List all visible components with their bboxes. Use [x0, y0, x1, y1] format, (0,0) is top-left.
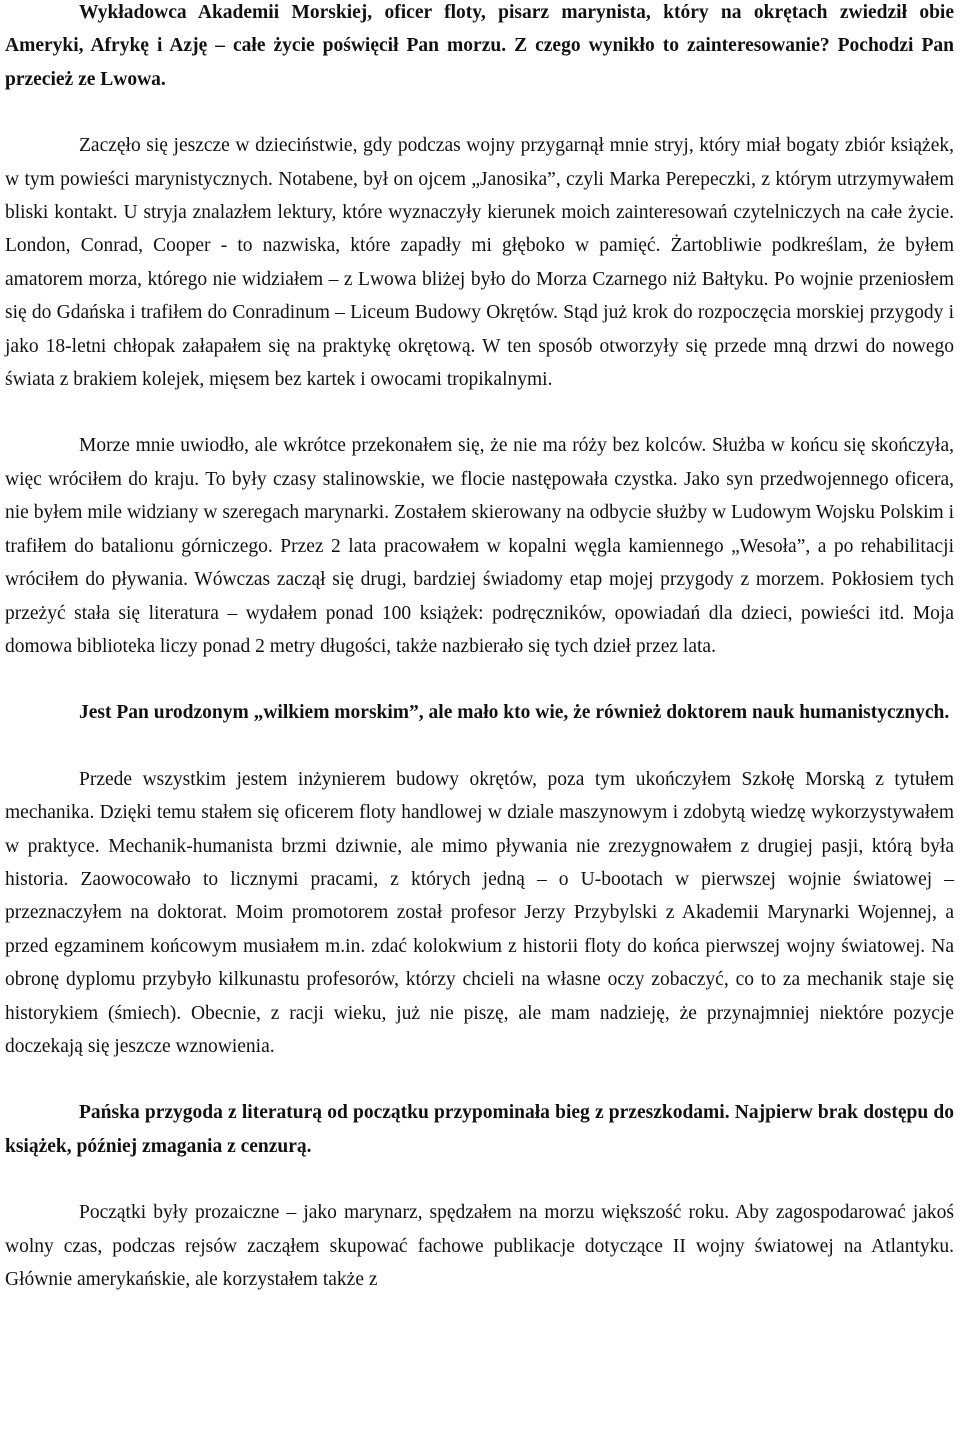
interview-question: Jest Pan urodzonym „wilkiem morskim”, ale mało kto wie, że również doktorem nauk humanistycznych.	[79, 702, 950, 724]
interview-question: Wykładowca Akademii Morskiej, oficer floty, pisarz marynista, który na okrętach zwiedził obie Ameryki, Afrykę i Azję – całe życie poświęcił Pan morzu. Z czego wynikło to zainteresowanie? Pochodzi Pan przecież ze Lwowa.	[5, 2, 954, 90]
answer-paragraph: Morze mnie uwiodło, ale wkrótce przekonałem się, że nie ma róży bez kolców. Służba w końcu się skończyła, więc wróciłem do kraju. To były czasy stalinowskie, we flocie następowała czystka. Jako syn przedwojennego oficera, nie byłem mile widziany w szeregach marynarki. Zostałem skierowany na odbycie służby w Ludowym Wojsku Polskim i trafiłem do batalionu górniczego. Przez 2 lata pracowałem w kopalni węgla kamiennego „Wesoła”, a po rehabilitacji wróciłem do pływania. Wówczas zaczął się drugi, bardziej świadomy etap mojej przygody z morzem. Pokłosiem tych przeżyć stała się literatura – wydałem ponad 100 książek: podręczników, opowiadań dla dzieci, powieści itd. Moja domowa biblioteka liczy ponad 2 metry długości, także nazbierało się tych dzieł przez lata.	[5, 435, 954, 657]
answer-paragraph: Początki były prozaiczne – jako marynarz, spędzałem na morzu większość roku. Aby zagospodarować jakoś wolny czas, podczas rejsów zacząłem skupować fachowe publikacje dotyczące II wojny światowej na Atlantyku. Głównie amerykańskie, ale korzystałem także z	[5, 1202, 954, 1290]
answer-paragraph: Zaczęło się jeszcze w dzieciństwie, gdy podczas wojny przygarnął mnie stryj, który miał bogaty zbiór książek, w tym powieści marynistycznych. Notabene, był on ojcem „Janosika”, czyli Marka Perepeczki, z którym utrzymywałem bliski kontakt. U stryja znalazłem lektury, które wyznaczyły kierunek moich zainteresowań czytelniczych na całe życie. London, Conrad, Cooper - to nazwiska, które zapadły mi głęboko w pamięć. Żartobliwie podkreślam, że byłem amatorem morza, którego nie widziałem – z Lwowa bliżej było do Morza Czarnego niż Bałtyku. Po wojnie przeniosłem się do Gdańska i trafiłem do Conradinum – Liceum Budowy Okrętów. Stąd już krok do rozpoczęcia morskiej przygody i jako 18-letni chłopak załapałem się na praktykę okrętową. W ten sposób otworzyły się przede mną drzwi do nowego świata z brakiem kolejek, mięsem bez kartek i owocami tropikalnymi.	[5, 135, 954, 391]
interview-question: Pańska przygoda z literaturą od początku przypominała bieg z przeszkodami. Najpierw brak dostępu do książek, później zmagania z cenzurą.	[5, 1102, 954, 1157]
answer-paragraph: Przede wszystkim jestem inżynierem budowy okrętów, poza tym ukończyłem Szkołę Morską z tytułem mechanika. Dzięki temu stałem się oficerem floty handlowej w dziale maszynowym i zdobytą wiedzę wykorzystywałem w praktyce. Mechanik-humanista brzmi dziwnie, ale mimo pływania nie zrezygnowałem z drugiej pasji, którą była historia. Zaowocowało to licznymi pracami, z których jedną – o U-bootach w pierwszej wojnie światowej – przeznaczyłem na doktorat. Moim promotorem został profesor Jerzy Przybylski z Akademii Marynarki Wojennej, a przed egzaminem końcowym musiałem m.in. zdać kolokwium z historii floty do końca pierwszej wojny światowej. Na obronę dyplomu przybyło kilkunastu profesorów, którzy chcieli na własne oczy zobaczyć, co to za mechanik staje się historykiem (śmiech). Obecnie, z racji wieku, już nie piszę, ale mam nadzieję, że przynajmniej niektóre pozycje doczekają się jeszcze wznowienia.	[5, 768, 954, 1057]
